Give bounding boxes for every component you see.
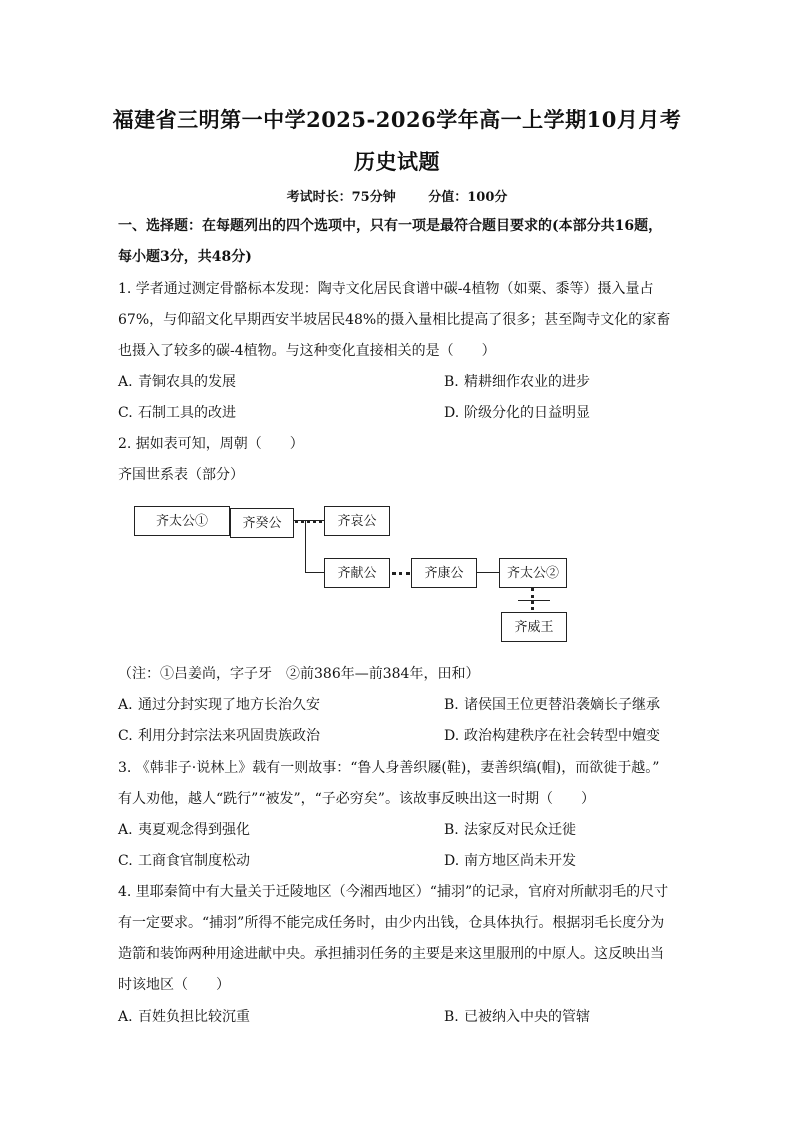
node-kanggong: 齐康公 (411, 558, 477, 588)
q2-note: （注：①吕姜尚，字子牙 ②前386年—前384年，田和） (118, 666, 480, 682)
q3-stem-line: 3. 《韩非子·说林上》载有一则故事：“鲁人身善织屦(鞋)，妻善织缟(帽)，而欲徙于越。” (118, 760, 660, 776)
q3-option-c[interactable] (118, 851, 250, 871)
option-text: 阶级分化的日益明显 (464, 405, 590, 421)
q3-stem-line: 有人劝他，越人“跣行”“被发”，“子必穷矣”。该故事反映出这一时期（ ） (118, 791, 595, 807)
exam-score: 分值：100分 (428, 190, 508, 205)
q2-option-b[interactable] (444, 695, 660, 715)
q2-stem: 2. 据如表可知，周朝（ ） (118, 436, 304, 452)
q4-stem-line: 有一定要求。“捕羽”所得不能完成任务时，由少内出钱，仓具体执行。根据羽毛长度分为 (118, 915, 665, 931)
option-letter: C. (118, 405, 133, 421)
option-text: 诸侯国王位更替沿袭嫡长子继承 (464, 697, 660, 713)
dotted-connector (531, 588, 534, 610)
option-text: 精耕细作农业的进步 (464, 374, 590, 390)
exam-subject-title: 历史试题 (354, 149, 440, 174)
exam-meta (0, 186, 794, 205)
q2-table-title: 齐国世系表（部分） (118, 467, 244, 483)
node-xiangong: 齐献公 (324, 558, 390, 588)
option-letter: B. (444, 822, 459, 838)
q3-option-b[interactable] (444, 820, 576, 840)
q4-option-a[interactable] (118, 1007, 250, 1027)
q2-option-d[interactable] (444, 726, 660, 746)
option-letter: C. (118, 728, 133, 744)
connector (294, 520, 324, 521)
connector (477, 572, 499, 573)
option-letter: D. (444, 728, 460, 744)
q1-stem-line: 67%，与仰韶文化早期西安半坡居民48%的摄入量相比提高了很多；甚至陶寺文化的家畜 (118, 312, 671, 328)
node-guigong: 齐癸公 (230, 508, 294, 538)
option-letter: A. (118, 822, 133, 838)
option-letter: B. (444, 374, 459, 390)
q1-option-a[interactable] (118, 372, 236, 392)
option-text: 南方地区尚未开发 (464, 853, 576, 869)
q2-option-c[interactable] (118, 726, 320, 746)
q4-stem-line: 造箭和装饰两种用途进献中央。承担捕羽任务的主要是来这里服刑的中原人。这反映出当 (118, 946, 664, 962)
connector (305, 572, 324, 573)
q1-stem-line: 也摄入了较多的碳-4植物。与这种变化直接相关的是（ ） (118, 343, 496, 359)
node-aigong: 齐哀公 (324, 506, 390, 536)
option-letter: A. (118, 697, 133, 713)
node-taigong-1: 齐太公① (134, 506, 230, 536)
q4-stem-line: 时该地区（ ） (118, 977, 230, 993)
lineage-diagram (118, 496, 598, 656)
node-weiwang: 齐威王 (501, 612, 567, 642)
option-letter: B. (444, 1009, 459, 1025)
node-taigong-2: 齐太公② (499, 558, 567, 588)
option-letter: D. (444, 405, 460, 421)
q1-stem-line: 1. 学者通过测定骨骼标本发现：陶寺文化居民食谱中碳-4植物（如粟、黍等）摄入量占 (118, 281, 654, 297)
exam-duration: 考试时长：75分钟 (286, 190, 396, 205)
option-text: 通过分封实现了地方长治久安 (138, 697, 320, 713)
option-text: 青铜农具的发展 (138, 374, 236, 390)
section-heading: 一、选择题：在每题列出的四个选项中，只有一项是最符合题目要求的(本部分共16题， (118, 218, 663, 234)
exam-title: 福建省三明第一中学2025-2026学年高一上学期10月月考 (112, 107, 682, 132)
option-text: 石制工具的改进 (138, 405, 236, 421)
q4-stem-line: 4. 里耶秦简中有大量关于迁陵地区（今湘西地区）“捕羽”的记录，官府对所献羽毛的尺寸 (118, 884, 669, 900)
dotted-connector (392, 572, 410, 575)
q3-option-d[interactable] (444, 851, 576, 871)
option-letter: A. (118, 1009, 133, 1025)
section-heading-cont: 每小题3分，共48分) (118, 249, 252, 265)
option-text: 百姓负担比较沉重 (138, 1009, 250, 1025)
option-letter: C. (118, 853, 133, 869)
connector (305, 520, 306, 572)
option-text: 工商食官制度松动 (138, 853, 250, 869)
option-letter: D. (444, 853, 460, 869)
option-text: 夷夏观念得到强化 (138, 822, 250, 838)
option-letter: B. (444, 697, 459, 713)
q1-option-d[interactable] (444, 403, 590, 423)
q4-option-b[interactable] (444, 1007, 590, 1027)
q2-option-a[interactable] (118, 695, 320, 715)
q1-option-b[interactable] (444, 372, 590, 392)
option-text: 利用分封宗法来巩固贵族政治 (138, 728, 320, 744)
q1-option-c[interactable] (118, 403, 236, 423)
q3-option-a[interactable] (118, 820, 250, 840)
option-text: 政治构建秩序在社会转型中嬗变 (464, 728, 660, 744)
option-letter: A. (118, 374, 133, 390)
connector (518, 600, 550, 601)
option-text: 法家反对民众迁徙 (464, 822, 576, 838)
option-text: 已被纳入中央的管辖 (464, 1009, 590, 1025)
